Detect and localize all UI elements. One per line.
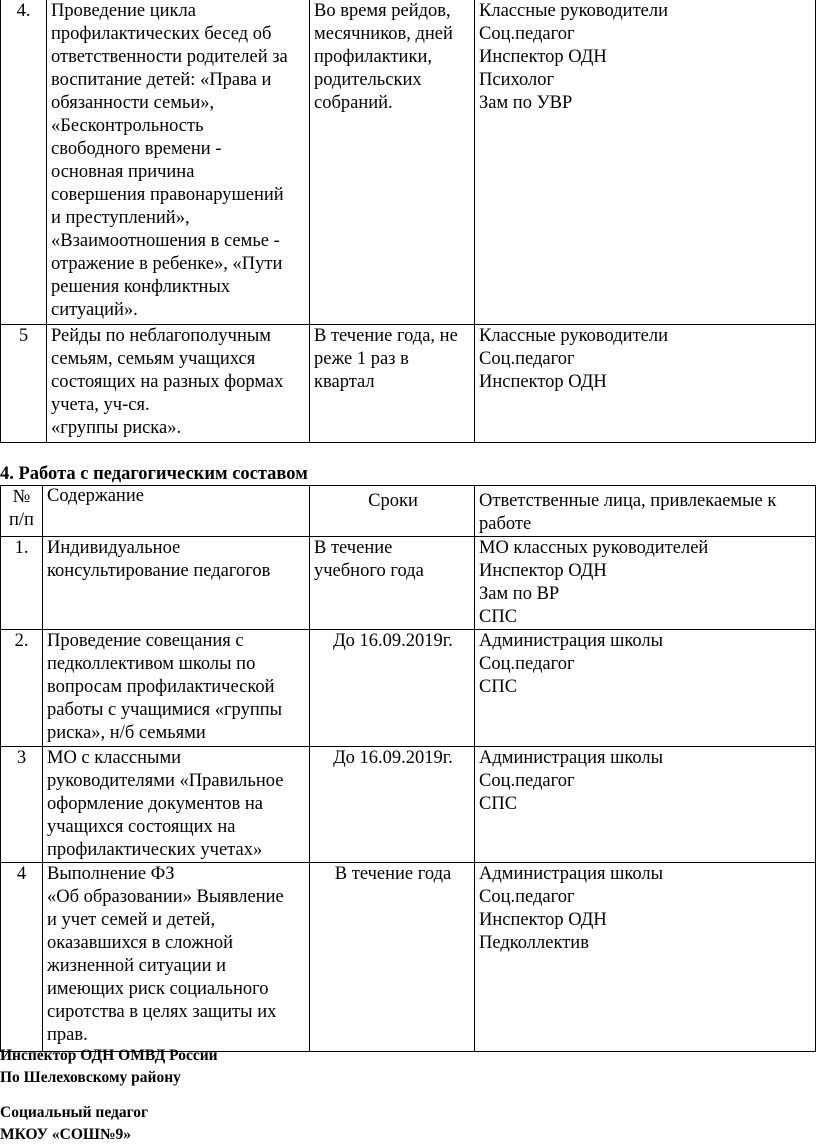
table-row — [1, 537, 816, 630]
row-number: 4. — [1, 0, 47, 325]
row-term: До 16.09.2019г. — [310, 747, 475, 863]
row-responsible: Классные руководители Соц.педагог Инспектор ОДН Психолог Зам по УВР — [475, 0, 816, 325]
table-row — [1, 863, 816, 1052]
row-content: МО с классными руководителями «Правильное оформление документов на учащихся состоящих на профилактических учетах» — [43, 747, 310, 863]
header-term: Сроки — [310, 486, 475, 537]
header-content: Содержание — [43, 486, 310, 537]
row-responsible: МО классных руководителей Инспектор ОДН Зам по ВР СПС — [475, 537, 816, 630]
row-term: В течение учебного года — [310, 537, 475, 630]
footer-school: МКОУ «СОШ№9» — [0, 1126, 132, 1143]
table-row — [1, 325, 816, 443]
row-term: В течение года, не реже 1 раз в квартал — [310, 325, 475, 443]
table-header-row — [1, 486, 816, 537]
row-content: Выполнение ФЗ «Об образовании» Выявление и учет семей и детей, оказавшихся в сложной жизненной ситуации и имеющих риск социального сиротства в целях защиты их прав. — [43, 863, 310, 1052]
row-responsible: Администрация школы Соц.педагог Инспектор ОДН Педколлектив — [475, 863, 816, 1052]
footer-inspector-district: По Шелеховскому району — [0, 1069, 181, 1086]
activities-table — [0, 0, 816, 443]
row-number: 1. — [1, 537, 43, 630]
row-content: Индивидуальное консультирование педагогов — [43, 537, 310, 630]
row-content: Проведение цикла профилактических бесед об ответственности родителей за воспитание детей: «Права и обязанности семьи», «Бесконтрольность свободного времени - основная причина совершения правонарушений и преступлений», «Взаимоотношения в семье - отражение в ребенке», «Пути решения конфликтных ситуаций». — [47, 0, 310, 325]
table-row — [1, 747, 816, 863]
table-row — [1, 630, 816, 747]
row-term: До 16.09.2019г. — [310, 630, 475, 747]
footer-social-teacher: Социальный педагог — [0, 1104, 149, 1121]
footer-inspector-title: Инспектор ОДН ОМВД России — [0, 1047, 218, 1064]
row-responsible: Классные руководители Соц.педагог Инспектор ОДН — [475, 325, 816, 443]
table-row — [1, 0, 816, 325]
row-term: В течение года — [310, 863, 475, 1052]
row-number: 2. — [1, 630, 43, 747]
row-content: Рейды по неблагополучным семьям, семьям учащихся состоящих на разных формах учета, уч-ся. «группы риска». — [47, 325, 310, 443]
row-number: 5 — [1, 325, 47, 443]
section-title: 4. Работа с педагогическим составом — [0, 464, 308, 484]
row-responsible: Администрация школы Соц.педагог СПС — [475, 630, 816, 747]
row-responsible: Администрация школы Соц.педагог СПС — [475, 747, 816, 863]
row-number: 3 — [1, 747, 43, 863]
staff-work-table — [0, 485, 816, 1052]
header-number: № п/п — [1, 486, 43, 537]
row-content: Проведение совещания с педколлективом школы по вопросам профилактической работы с учащимися «группы риска», н/б семьями — [43, 630, 310, 747]
row-term: Во время рейдов, месячников, дней профилактики, родительских собраний. — [310, 0, 475, 325]
header-responsible: Ответственные лица, привлекаемые к работе — [475, 486, 816, 537]
row-number: 4 — [1, 863, 43, 1052]
